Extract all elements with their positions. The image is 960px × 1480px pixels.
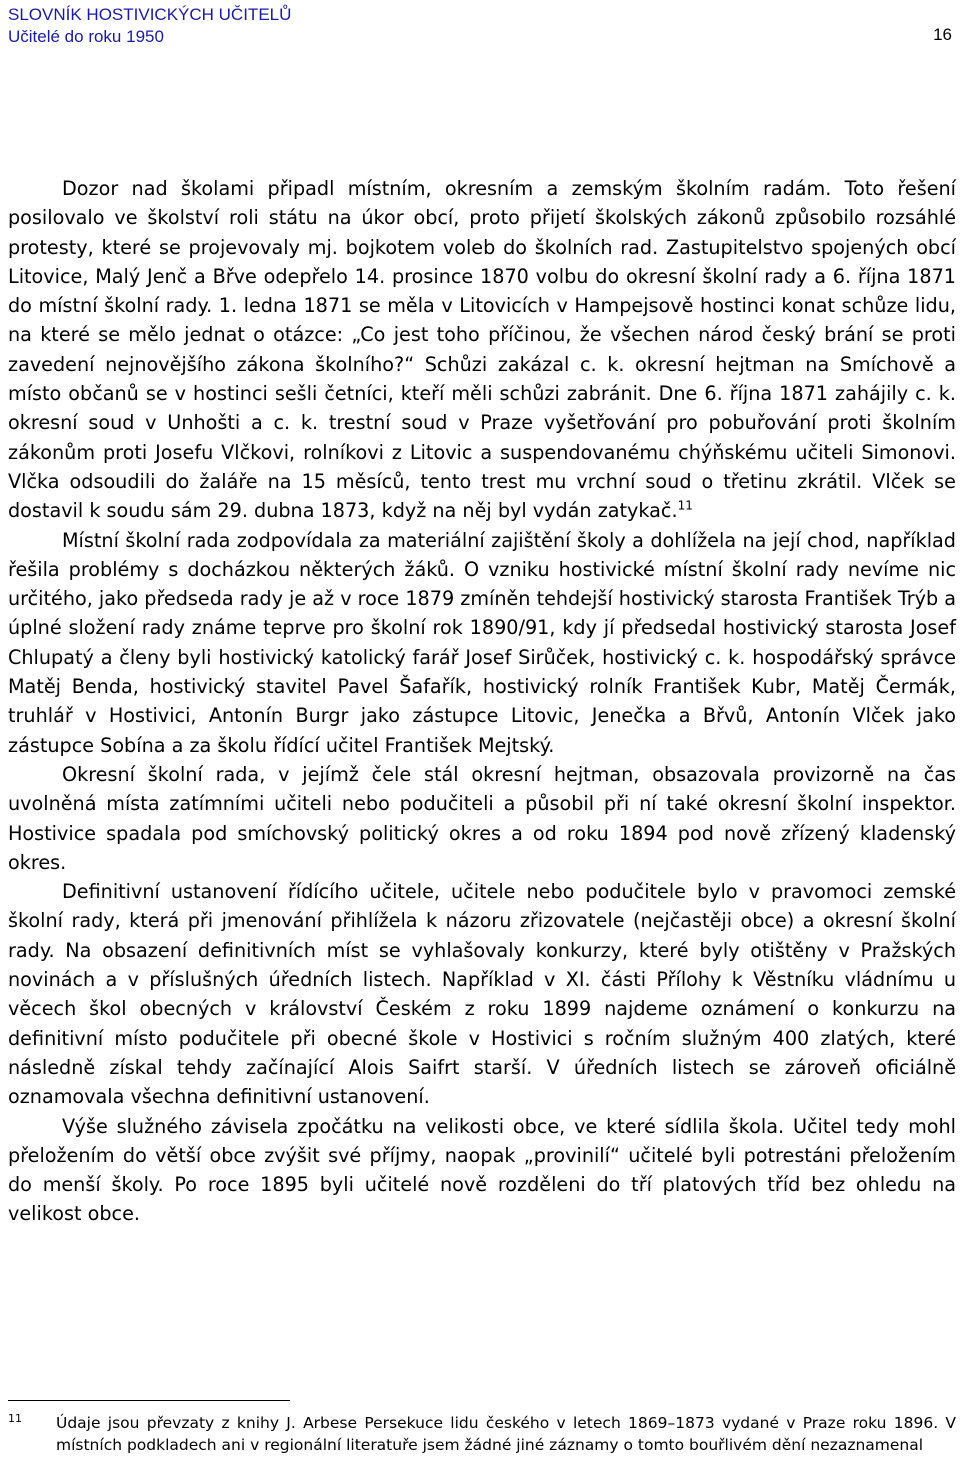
footnote-reference: 11 xyxy=(677,498,693,513)
paragraph-4: Definitivní ustanovení řídícího učitele, učitele nebo podučitele bylo v pravomoci zemské školní rady, která při jmenování přihlížela k názoru zřizovatele (nejčastěji obce) a okresní školní rady. Na obsazení definitivních míst se vyhlašovaly konkurzy, které byly otištěny v Pražských novinách a v příslušných úředních listech. Například v XI. části Přílohy k Věstníku vládnímu u věcech škol obecných v království Českém z roku 1899 najdeme oznámení o konkurzu na definitivní místo podučitele při obecné škole v Hostivici s ročním služným 400 zlatých, které následně získal tehdy začínající Alois Saifrt starší. V úředních listech se zároveň oficiálně oznamovala všechna definitivní ustanovení. xyxy=(8,880,956,1109)
body-text xyxy=(8,174,956,1229)
page-number: 16 xyxy=(933,25,952,44)
paragraph-2: Místní školní rada zodpovídala za materiální zajištění školy a dohlížela na její chod, například řešila problémy s docházkou některých žáků. O vzniku hostivické místní školní rady nevíme nic určitého, jako předseda rady je až v roce 1879 zmíněn tehdejší hostivický starosta František Trýb a úplné složení rady známe teprve pro školní rok 1890/91, kdy jí předsedal hostivický starosta Josef Chlupatý a členy byli hostivický katolický farář Josef Sirůček, hostivický c. k. hospodářský správce Matěj Benda, hostivický stavitel Pavel Šafařík, hostivický rolník František Kubr, Matěj Čermák, truhlář v Hostivici, Antonín Burgr jako zástupce Litovic, Jenečka a Břvů, Antonín Vlček jako zástupce Sobína a za školu řídící učitel František Mejtský. xyxy=(8,528,957,757)
book-title: SLOVNÍK HOSTIVICKÝCH UČITELŮ xyxy=(8,5,292,24)
running-head xyxy=(8,4,291,48)
footnote-text: Údaje jsou převzaty z knihy J. Arbese Persekuce lidu českého v letech 1869–1873 vydané v Praze roku 1896. V místních podkladech ani v regionální literatuře jsem žádné jiné záznamy o tomto bouřlivém dění nezaznamenal xyxy=(56,1414,956,1454)
paragraph-3: Okresní školní rada, v jejímž čele stál okresní hejtman, obsazovala provizorně na čas uvolněná místa zatímními učiteli nebo podučiteli a působil při ní také okresní školní inspektor. Hostivice spadala pod smíchovský politický okres a od roku 1894 pod nově zřízený kladenský okres. xyxy=(8,762,956,874)
footnote xyxy=(8,1412,956,1456)
book-subtitle: Učitelé do roku 1950 xyxy=(8,27,164,46)
paragraph-1 xyxy=(8,174,956,526)
footnote-number: 11 xyxy=(8,1412,22,1425)
paragraph-5: Výše služného závisela zpočátku na velikosti obce, ve které sídlila škola. Učitel tedy mohl přeložením do větší obce zvýšit své příjmy, naopak „provinilí“ učitelé byli potrestáni přeložením do menší školy. Po roce 1895 byli učitelé nově rozděleni do tří platových tříd bez ohledu na velikost obce. xyxy=(8,1114,956,1226)
paragraph-1-text: Dozor nad školami připadl místním, okresním a zemským školním radám. Toto řešení posilovalo ve školství roli státu na úkor obcí, proto přijetí školských zákonů způsobilo rozsáhlé protesty, které se projevovaly mj. bojkotem voleb do školních rad. Zastupitelstvo spojených obcí Litovice, Malý Jenč a Břve odepřelo 14. prosince 1870 volbu do okresní školní rady a 6. října 1871 do místní školní rady. 1. ledna 1871 se měla v Litovicích v Hampejsově hostinci konat schůze lidu, na které se mělo jednat o otázce: „Co jest toho příčinou, že všechen národ český brání se proti zavedení nejnovějšího zákona školního?“ Schůzi zakázal c. k. okresní hejtman na Smíchově a místo občanů se v hostinci sešli četníci, kteří měli schůzi zabránit. Dne 6. října 1871 zahájily c. k. okresní soud v Unhošti a c. k. trestní soud v Praze vyšetřování pro pobuřování proti školním zákonům proti Josefu Vlčkovi, rolníkovi z Litovic a suspendovanému chýňskému učiteli Simonovi. Vlčka odsoudili do žaláře na 15 měsíců, tento trest mu vrchní soud o třetinu zkrátil. Vlček se dostavil k soudu sám 29. dubna 1873, když na něj byl vydán zatykač. xyxy=(8,177,956,523)
footnote-separator xyxy=(8,1400,290,1401)
